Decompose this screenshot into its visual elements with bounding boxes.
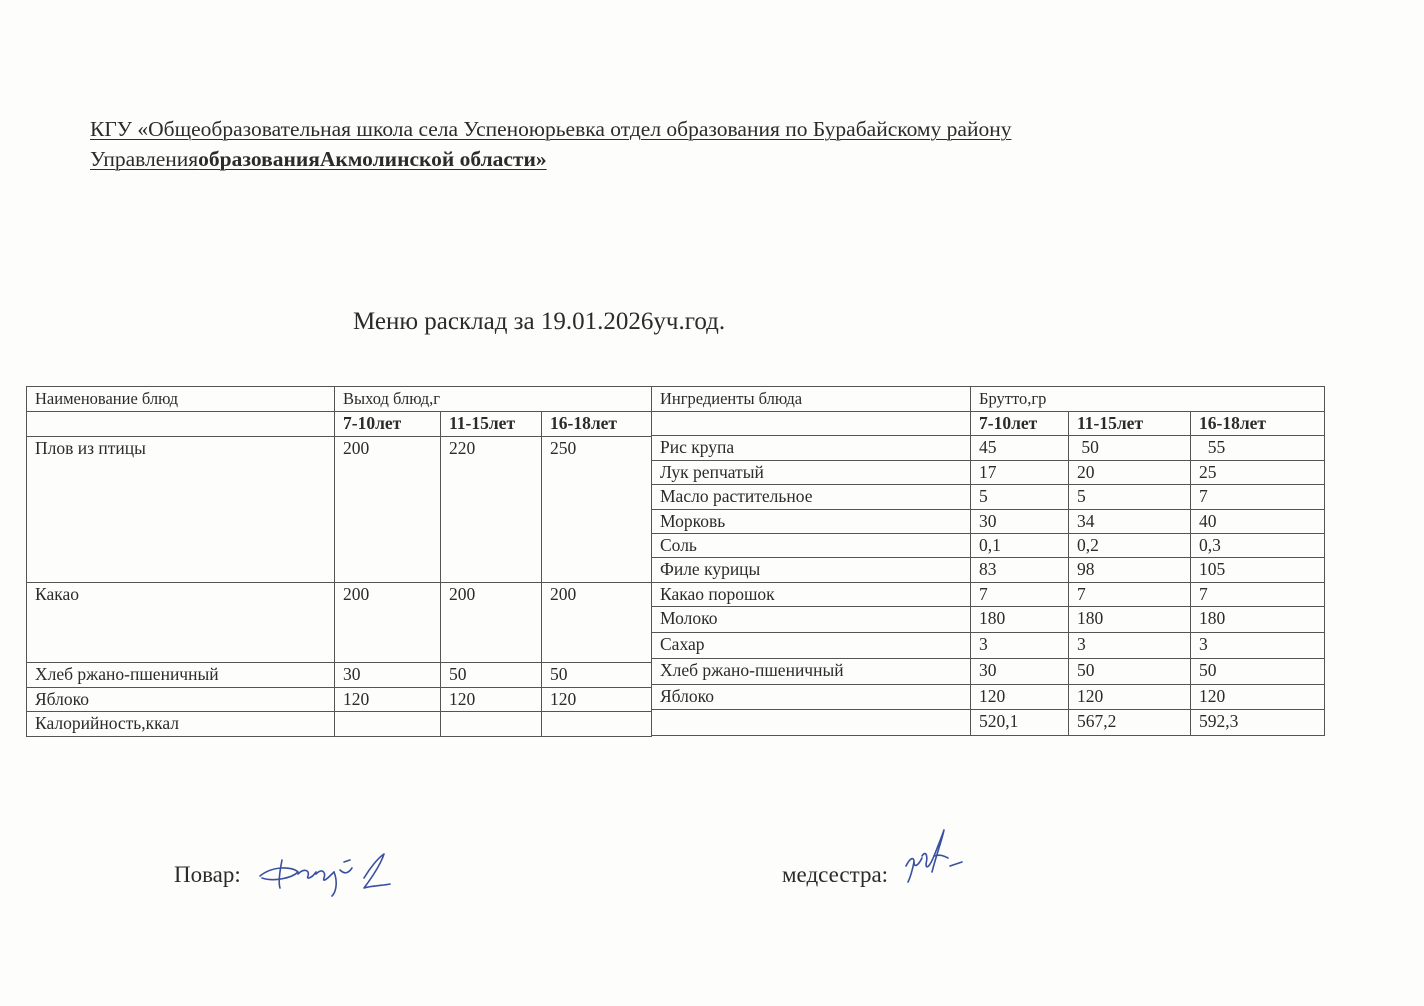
ingredient-gross-7-10: 5: [970, 484, 1069, 510]
dish-yield-16-18: 250: [541, 436, 652, 583]
dish-name: Плов из птицы: [26, 436, 335, 583]
yield-age-header-11-15: 11-15лет: [440, 411, 542, 437]
gross-age-header-11-15: 11-15лет: [1068, 411, 1191, 436]
ingredient-name: [651, 709, 971, 736]
ingredient-name: Сахар: [651, 632, 971, 659]
ingredient-gross-16-18: 25: [1190, 460, 1325, 485]
ingredient-gross-16-18: 105: [1190, 557, 1325, 583]
dish-yield-11-15: 120: [440, 687, 542, 712]
yield-age-header-16-18: 16-18лет: [541, 411, 652, 437]
nurse-signature-icon: [900, 826, 970, 888]
ingredient-gross-7-10: 45: [970, 435, 1069, 461]
ingredient-name: Рис крупа: [651, 435, 971, 461]
organization-line-1: КГУ «Общеобразовательная школа села Успеноюрьевка отдел образования по Бурабайскому району: [90, 117, 1012, 141]
ingredient-gross-7-10: 0,1: [970, 533, 1069, 558]
dish-yield-11-15: [440, 711, 542, 737]
ingredient-gross-11-15: 34: [1068, 509, 1191, 534]
ingredient-gross-16-18: 0,3: [1190, 533, 1325, 558]
ingredient-name: Соль: [651, 533, 971, 558]
header-gross: Брутто,гр: [970, 386, 1325, 412]
ingredient-gross-16-18: 592,3: [1190, 709, 1325, 736]
cook-signature-icon: [252, 848, 402, 900]
dish-yield-11-15: 220: [440, 436, 542, 583]
ingredient-gross-7-10: 3: [970, 632, 1069, 659]
ingredient-gross-11-15: 50: [1068, 658, 1191, 685]
ingredient-gross-7-10: 83: [970, 557, 1069, 583]
gross-age-header-16-18: 16-18лет: [1190, 411, 1325, 436]
ingredient-gross-16-18: 120: [1190, 684, 1325, 710]
ingredient-name: Молоко: [651, 606, 971, 633]
dish-name: Калорийность,ккал: [26, 711, 335, 737]
ingredient-gross-11-15: 98: [1068, 557, 1191, 583]
ingredient-gross-16-18: 3: [1190, 632, 1325, 659]
dish-name: Яблоко: [26, 687, 335, 712]
ingredient-name: Хлеб ржано-пшеничный: [651, 658, 971, 685]
ingredient-gross-16-18: 40: [1190, 509, 1325, 534]
dish-yield-11-15: 200: [440, 582, 542, 663]
ingredient-name: Какао порошок: [651, 582, 971, 607]
ingredient-gross-7-10: 7: [970, 582, 1069, 607]
ingredient-gross-16-18: 7: [1190, 484, 1325, 510]
ingredient-gross-16-18: 180: [1190, 606, 1325, 633]
ingredient-name: Яблоко: [651, 684, 971, 710]
header-ingredients-blank: [651, 411, 971, 436]
ingredient-gross-11-15: 50: [1068, 435, 1191, 461]
header-yield: Выход блюд,г: [334, 386, 652, 412]
dish-yield-7-10: 120: [334, 687, 441, 712]
ingredient-name: Морковь: [651, 509, 971, 534]
cook-label: Повар:: [174, 862, 241, 887]
dish-name: Хлеб ржано-пшеничный: [26, 662, 335, 688]
ingredient-gross-7-10: 30: [970, 509, 1069, 534]
ingredient-gross-16-18: 55: [1190, 435, 1325, 461]
ingredient-gross-11-15: 3: [1068, 632, 1191, 659]
ingredient-name: Филе курицы: [651, 557, 971, 583]
yield-age-header-7-10: 7-10лет: [334, 411, 441, 437]
ingredient-gross-11-15: 567,2: [1068, 709, 1191, 736]
dish-yield-7-10: 200: [334, 436, 441, 583]
ingredient-gross-11-15: 120: [1068, 684, 1191, 710]
dish-yield-16-18: [541, 711, 652, 737]
organization-line-2-regular: Управления: [90, 147, 199, 171]
ingredient-gross-11-15: 7: [1068, 582, 1191, 607]
dish-name: Какао: [26, 582, 335, 663]
dish-yield-16-18: 200: [541, 582, 652, 663]
dish-yield-16-18: 50: [541, 662, 652, 688]
ingredient-gross-11-15: 180: [1068, 606, 1191, 633]
dish-yield-7-10: 200: [334, 582, 441, 663]
dish-yield-11-15: 50: [440, 662, 542, 688]
dish-yield-16-18: 120: [541, 687, 652, 712]
header-ingredients: Ингредиенты блюда: [651, 386, 971, 412]
nurse-label: медсестра:: [782, 862, 889, 887]
gross-age-header-7-10: 7-10лет: [970, 411, 1069, 436]
header-dish-name-blank: [26, 411, 335, 437]
header-dish-name: Наименование блюд: [26, 386, 335, 412]
ingredient-gross-7-10: 17: [970, 460, 1069, 485]
ingredient-gross-11-15: 5: [1068, 484, 1191, 510]
dish-yield-7-10: [334, 711, 441, 737]
ingredient-gross-16-18: 7: [1190, 582, 1325, 607]
ingredient-gross-16-18: 50: [1190, 658, 1325, 685]
ingredient-gross-11-15: 0,2: [1068, 533, 1191, 558]
ingredient-gross-7-10: 180: [970, 606, 1069, 633]
organization-line-2-bold: образованияАкмолинской области»: [198, 147, 547, 171]
ingredient-gross-7-10: 520,1: [970, 709, 1069, 736]
ingredient-gross-7-10: 30: [970, 658, 1069, 685]
ingredient-name: Масло растительное: [651, 484, 971, 510]
dish-yield-7-10: 30: [334, 662, 441, 688]
ingredient-gross-7-10: 120: [970, 684, 1069, 710]
ingredient-gross-11-15: 20: [1068, 460, 1191, 485]
menu-title: Меню расклад за 19.01.2026уч.год.: [353, 308, 726, 335]
ingredient-name: Лук репчатый: [651, 460, 971, 485]
